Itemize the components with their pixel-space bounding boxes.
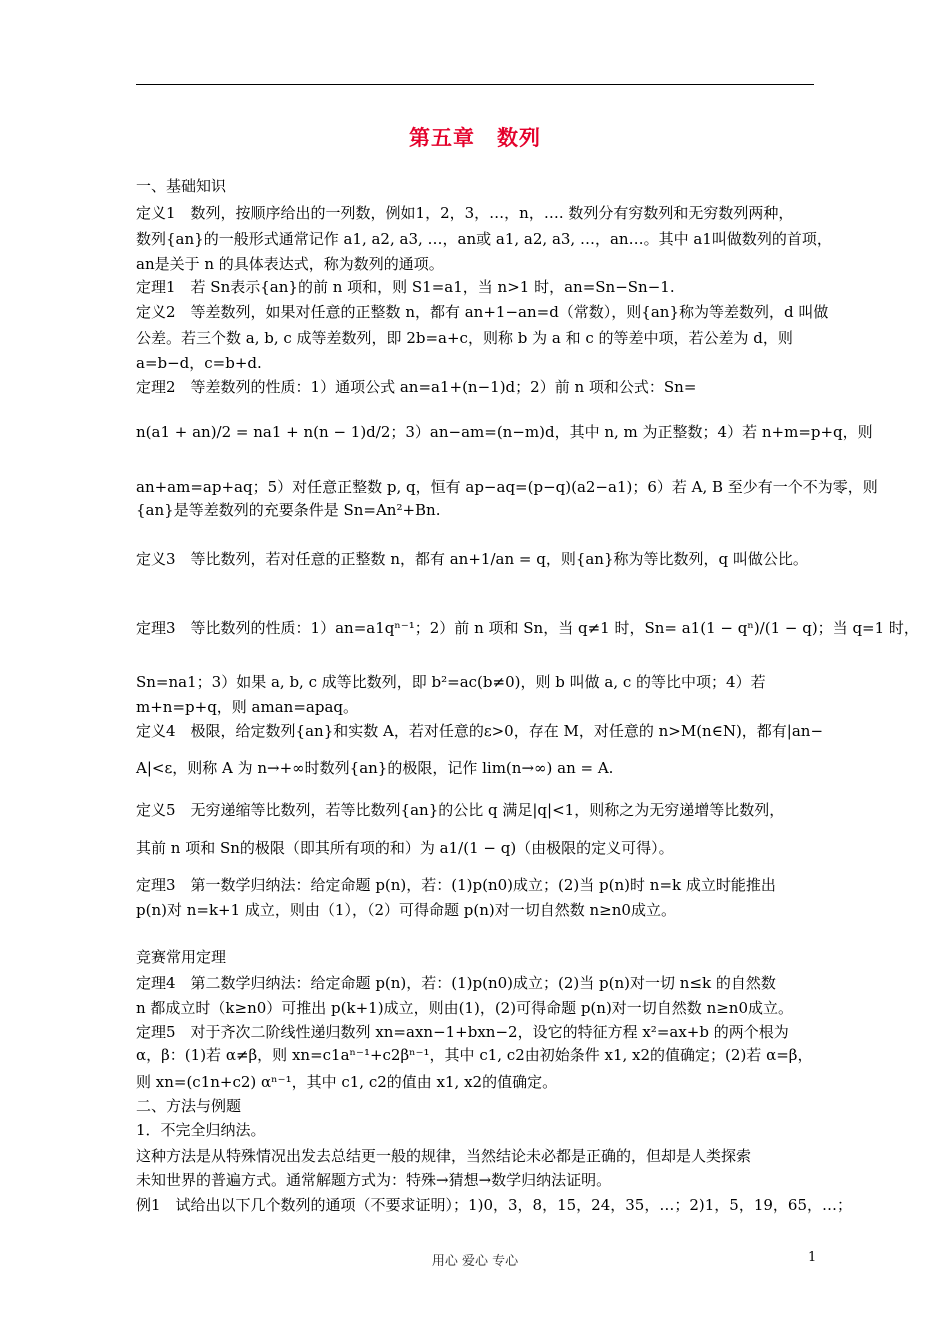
header-rule: [136, 84, 814, 85]
text-line: 1．不完全归纳法。: [136, 1121, 266, 1139]
text-line: Sn=na1；3）如果 a, b, c 成等比数列，即 b²=ac(b≠0)，则 b 叫做 a, c 的等比中项；4）若: [136, 673, 766, 691]
formula-line: n(a1 + an)/2 = na1 + n(n − 1)d/2；3）an−am=(n−m)d，其中 n, m 为正整数；4）若 n+m=p+q，则: [136, 423, 873, 441]
text-line: an+am=ap+aq；5）对任意正整数 p, q，恒有 ap−aq=(p−q)(a2−a1)；6）若 A, B 至少有一个不为零，则: [136, 478, 878, 496]
text-line: 定义1 数列，按顺序给出的一列数，例如1，2，3，…，n，…. 数列分有穷数列和无穷数列两种，: [136, 204, 794, 222]
text-line: 定理5 对于齐次二阶线性递归数列 xn=axn−1+bxn−2，设它的特征方程 x²=ax+b 的两个根为: [136, 1023, 789, 1041]
text-line: A|<ε，则称 A 为 n→+∞时数列{an}的极限，记作 lim(n→∞) an = A.: [136, 759, 614, 777]
text-line: m+n=p+q，则 aman=apaq。: [136, 698, 358, 716]
text-line: 定理3 等比数列的性质：1）an=a1qⁿ⁻¹；2）前 n 项和 Sn，当 q≠1 时，Sn= a1(1 − qⁿ)/(1 − q)；当 q=1 时，: [136, 619, 919, 637]
text-line: p(n)对 n=k+1 成立，则由（1），（2）可得命题 p(n)对一切自然数 n≥n0成立。: [136, 901, 676, 919]
page-number: 1: [808, 1250, 817, 1265]
text-line: 定理1 若 Sn表示{an}的前 n 项和，则 S1=a1，当 n>1 时，an=Sn−Sn−1.: [136, 278, 675, 296]
text-line: 数列{an}的一般形式通常记作 a1, a2, a3, …，an或 a1, a2, a3, …，an…。其中 a1叫做数列的首项，: [136, 230, 832, 248]
text-line: {an}是等差数列的充要条件是 Sn=An²+Bn.: [136, 501, 441, 519]
text-line: 例1 试给出以下几个数列的通项（不要求证明）；1)0，3，8，15，24，35，…；2)1，5，19，65，…；: [136, 1196, 852, 1214]
text-line: 未知世界的普遍方式。通常解题方式为：特殊→猜想→数学归纳法证明。: [136, 1171, 612, 1189]
page-footer: 用心 爱心 专心: [431, 1254, 519, 1269]
text-line: 定义4 极限，给定数列{an}和实数 A，若对任意的ε>0，存在 M，对任意的 n>M(n∈N)，都有|an−: [136, 722, 824, 740]
text-line: 一、基础知识: [136, 177, 227, 195]
chapter-title: 第五章 数列: [409, 126, 541, 150]
text-line: n 都成立时（k≥n0）可推出 p(k+1)成立，则由(1)，(2)可得命题 p(n)对一切自然数 n≥n0成立。: [136, 999, 794, 1017]
text-line: a=b−d，c=b+d.: [136, 354, 262, 372]
section-heading: 竞赛常用定理: [136, 948, 227, 966]
text-line: 定理2 等差数列的性质：1）通项公式 an=a1+(n−1)d；2）前 n 项和公式：Sn=: [136, 378, 697, 396]
text-line: an是关于 n 的具体表达式，称为数列的通项。: [136, 255, 444, 273]
text-line: 定义2 等差数列，如果对任意的正整数 n，都有 an+1−an=d（常数），则{an}称为等差数列，d 叫做: [136, 303, 829, 321]
text-line: 定理3 第一数学归纳法：给定命题 p(n)，若：(1)p(n0)成立；(2)当 p(n)时 n=k 成立时能推出: [136, 876, 776, 894]
text-line: 则 xn=(c1n+c2) αⁿ⁻¹，其中 c1, c2的值由 x1, x2的值确定。: [136, 1073, 558, 1091]
text-line: 这种方法是从特殊情况出发去总结更一般的规律，当然结论未必都是正确的，但却是人类探索: [136, 1147, 752, 1165]
text-line: 定义3 等比数列，若对任意的正整数 n，都有 an+1/an = q，则{an}称为等比数列，q 叫做公比。: [136, 550, 808, 568]
text-line: 公差。若三个数 a, b, c 成等差数列，即 2b=a+c，则称 b 为 a 和 c 的等差中项，若公差为 d，则: [136, 329, 793, 347]
text-line: α，β：(1)若 α≠β，则 xn=c1aⁿ⁻¹+c2βⁿ⁻¹，其中 c1, c2由初始条件 x1, x2的值确定；(2)若 α=β，: [136, 1046, 813, 1064]
text-line: 定理4 第二数学归纳法：给定命题 p(n)，若：(1)p(n0)成立；(2)当 p(n)对一切 n≤k 的自然数: [136, 974, 776, 992]
section-heading: 二、方法与例题: [136, 1097, 242, 1115]
text-line: 定义5 无穷递缩等比数列，若等比数列{an}的公比 q 满足|q|<1，则称之为无穷递增等比数列，: [136, 801, 785, 819]
text-line: 其前 n 项和 Sn的极限（即其所有项的和）为 a1/(1 − q)（由极限的定义可得）。: [136, 839, 674, 857]
